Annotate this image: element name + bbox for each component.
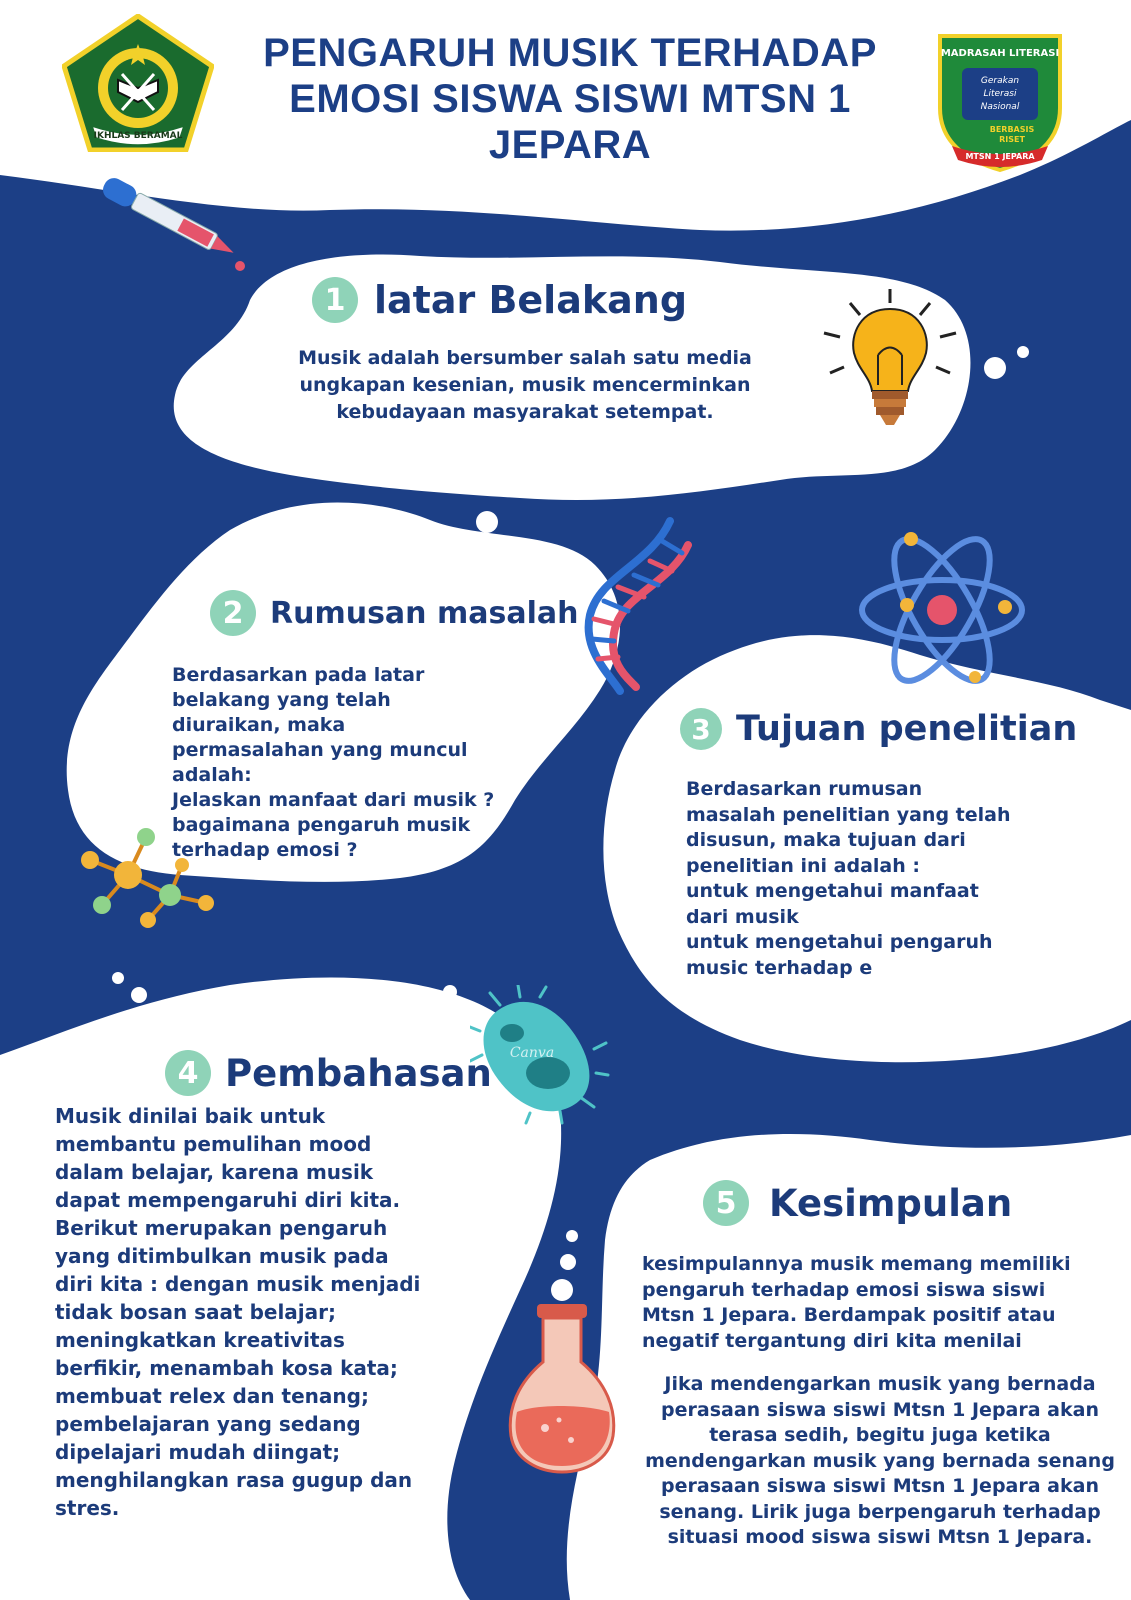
section-rumusan-masalah-text: Berdasarkan pada latar belakang yang telah diuraikan, maka permasalahan yang muncul adalah: Jelaskan manfaat dari musik ? bagaimana pengaruh musik terhadap emosi ? xyxy=(172,664,495,861)
section-latar-belakang-text: Musik adalah bersumber salah satu media ungkapan kesenian, musik mencerminkan kebudayaan masyarakat setempat. xyxy=(298,347,752,423)
section-kesimpulan-text-2: Jika mendengarkan musik yang bernada perasaan siswa siswi Mtsn 1 Jepara akan terasa sedih, begitu juga ketika mendengarkan musik yang bernada senang perasaan siswa siswi Mtsn 1 Jepara akan senang. Lirik juga berpengaruh terhadap situasi mood siswa siswi Mtsn 1 Jepara. xyxy=(645,1373,1115,1548)
dropper-icon xyxy=(86,178,251,273)
svg-text:IKHLAS BERAMAL: IKHLAS BERAMAL xyxy=(93,131,183,141)
dna-icon xyxy=(560,515,695,695)
section-heading-label: Kesimpulan xyxy=(769,1181,1013,1225)
svg-text:MTSN 1 JEPARA: MTSN 1 JEPARA xyxy=(965,152,1035,161)
section-number-badge: 4 xyxy=(165,1050,211,1096)
svg-text:Literasi: Literasi xyxy=(983,89,1017,99)
section-heading-label: Pembahasan xyxy=(225,1051,492,1095)
section-rumusan-masalah-heading xyxy=(210,590,578,636)
svg-text:RISET: RISET xyxy=(999,135,1025,144)
section-heading-label: Rumusan masalah xyxy=(270,595,579,631)
logo-madrasah-literasi-icon xyxy=(930,28,1070,173)
section-pembahasan-text: Musik dinilai baik untuk membantu pemulihan mood dalam belajar, karena musik dapat mempengaruhi diri kita. Berikut merupakan pengaruh yang ditimbulkan musik pada diri kita : dengan musik menjadi tidak bosan saat belajar; meningkatkan kreativitas berfikir, menambah kosa kata; membuat relex dan tenang; pembelajaran yang sedang dipelajari mudah diingat; menghilangkan rasa gugup dan stres. xyxy=(55,1104,421,1520)
svg-text:BERBASIS: BERBASIS xyxy=(989,125,1035,134)
svg-text:Gerakan: Gerakan xyxy=(980,76,1020,86)
section-number-badge: 5 xyxy=(703,1180,749,1226)
svg-text:Nasional: Nasional xyxy=(980,102,1020,112)
section-kesimpulan-heading xyxy=(703,1180,1012,1226)
section-latar-belakang-heading xyxy=(312,277,687,323)
section-number-badge: 1 xyxy=(312,277,358,323)
section-heading-label: Tujuan penelitian xyxy=(736,709,1078,749)
section-number-badge: 2 xyxy=(210,590,256,636)
canva-watermark: Canva xyxy=(509,1045,555,1061)
section-number-badge: 3 xyxy=(680,708,722,750)
section-kesimpulan-text: kesimpulannya musik memang memiliki pengaruh terhadap emosi siswa siswi Mtsn 1 Jepara. Berdampak positif atau negatif tergantung diri kita menilai xyxy=(642,1253,1071,1352)
lightbulb-icon xyxy=(820,285,960,435)
section-pembahasan-heading xyxy=(165,1050,492,1096)
logo-kemenag-icon xyxy=(62,14,214,152)
section-heading-label: latar Belakang xyxy=(374,278,688,322)
svg-text:MADRASAH LITERASI: MADRASAH LITERASI xyxy=(940,48,1060,59)
atom-icon xyxy=(855,525,1030,695)
page-title: PENGARUH MUSIK TERHADAP EMOSI SISWA SISWI MTSN 1 JEPARA xyxy=(263,31,877,167)
section-tujuan-penelitian-heading xyxy=(680,708,1077,750)
flask-icon xyxy=(505,1300,620,1475)
section-tujuan-penelitian-text: Berdasarkan rumusan masalah penelitian yang telah disusun, maka tujuan dari penelitian ini adalah : untuk mengetahui manfaat dari musik untuk mengetahui pengaruh music terhadap e xyxy=(686,778,1011,979)
